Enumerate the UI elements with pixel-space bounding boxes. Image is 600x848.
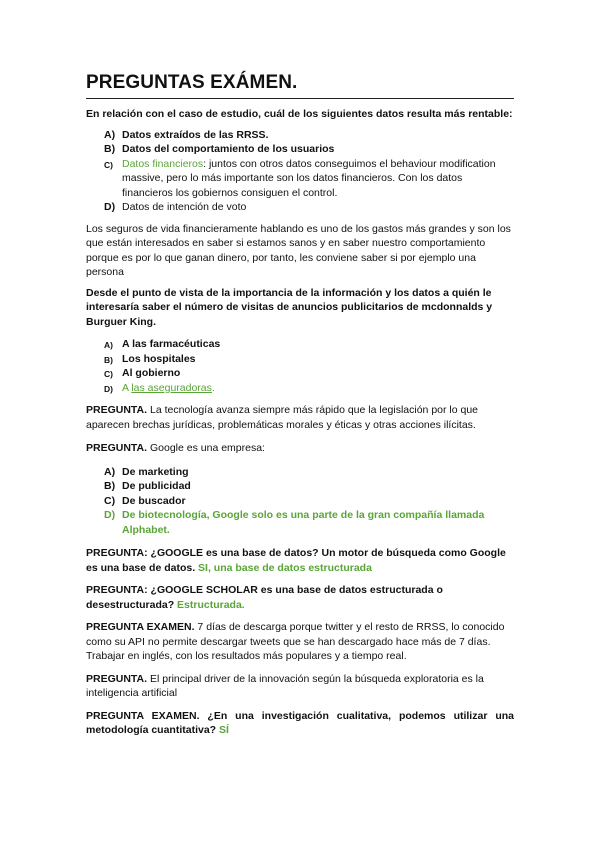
q1-option-c: C) Datos financieros: juntos con otros datos conseguimos el behaviour modification massive, pero lo más importante son los datos financieros. Con los datos financieros los gobiernos consiguen el control.: [104, 157, 496, 199]
q4-options: [86, 465, 514, 538]
q1-explanation: Los seguros de vida financieramente hablando es uno de los gastos más grandes y son los que están interesados en saber si estamos sanos y en saber nuestro comportamiento porque es por lo que ganan dinero, por tanto, les conviene saber si por ejemplo una persona: [86, 222, 511, 278]
page-title: PREGUNTAS EXÁMEN.: [86, 72, 514, 99]
q2-option-d: D) A las aseguradoras.: [104, 381, 215, 394]
q4-option-d: D) De biotecnología, Google solo es una parte de la gran compañía llamada Alphabet.: [104, 509, 485, 536]
q4-paragraph: PREGUNTA. Google es una empresa:: [86, 442, 265, 454]
q4-option-c: C) De buscador: [104, 494, 186, 507]
q1-options: [86, 128, 514, 215]
q2-option-a: A) A las farmacéuticas: [104, 338, 221, 350]
q1-option-b: B) Datos del comportamiento de los usuarios: [104, 143, 335, 155]
q5-answer: SI, una base de datos estructurada: [195, 561, 372, 574]
q2-option-c: C) Al gobierno: [104, 367, 181, 379]
q5-paragraph: PREGUNTA: ¿GOOGLE es una base de datos? Un motor de búsqueda como Google es una base de datos. SI, una base de datos estructurada: [86, 547, 506, 574]
q1-option-d: D) Datos de intención de voto: [104, 201, 247, 213]
q8-paragraph: PREGUNTA. El principal driver de la innovación según la búsqueda exploratoria es la inteligencia artificial: [86, 672, 484, 699]
q2-option-d-link[interactable]: las aseguradoras: [131, 381, 212, 394]
q9-answer: SÍ: [216, 724, 229, 736]
q4-option-b: B) De publicidad: [104, 480, 191, 492]
q3-paragraph: PREGUNTA. La tecnología avanza siempre más rápido que la legislación por lo que aparecen brechas jurídicas, problemáticas morales y éticas y otras acciones ilícitas.: [86, 404, 479, 431]
q2-question: Desde el punto de vista de la importancia de la información y los datos a quién le interesaría saber el número de visitas de anuncios publicitarios de mcdonnalds y Burguer King.: [86, 286, 493, 328]
q7-paragraph: PREGUNTA EXAMEN. 7 días de descarga porque twitter y el resto de RRSS, lo conocido como su API no permite descargar tweets que se han descargado hace más de 7 días. Trabajar en inglés, con los resultados más populares y a tiempo real.: [86, 621, 505, 662]
q2-option-b: B) Los hospitales: [104, 352, 196, 365]
q9-paragraph: PREGUNTA EXAMEN. ¿En una investigación cualitativa, podemos utilizar una metodología cuantitativa? SÍ: [86, 709, 514, 736]
q4-option-a: A) De marketing: [104, 465, 189, 478]
q1-question: En relación con el caso de estudio, cuál de los siguientes datos resulta más rentable:: [86, 108, 513, 120]
q1-option-a: A) Datos extraídos de las RRSS.: [104, 128, 269, 141]
document-content: [86, 72, 514, 738]
q6-answer: Estructurada.: [174, 598, 245, 611]
q1-option-c-highlight: Datos financieros: [122, 157, 204, 170]
q2-options: [86, 337, 514, 395]
q6-paragraph: PREGUNTA: ¿GOOGLE SCHOLAR es una base de datos estructurada o desestructurada? Estructurada.: [86, 584, 443, 611]
